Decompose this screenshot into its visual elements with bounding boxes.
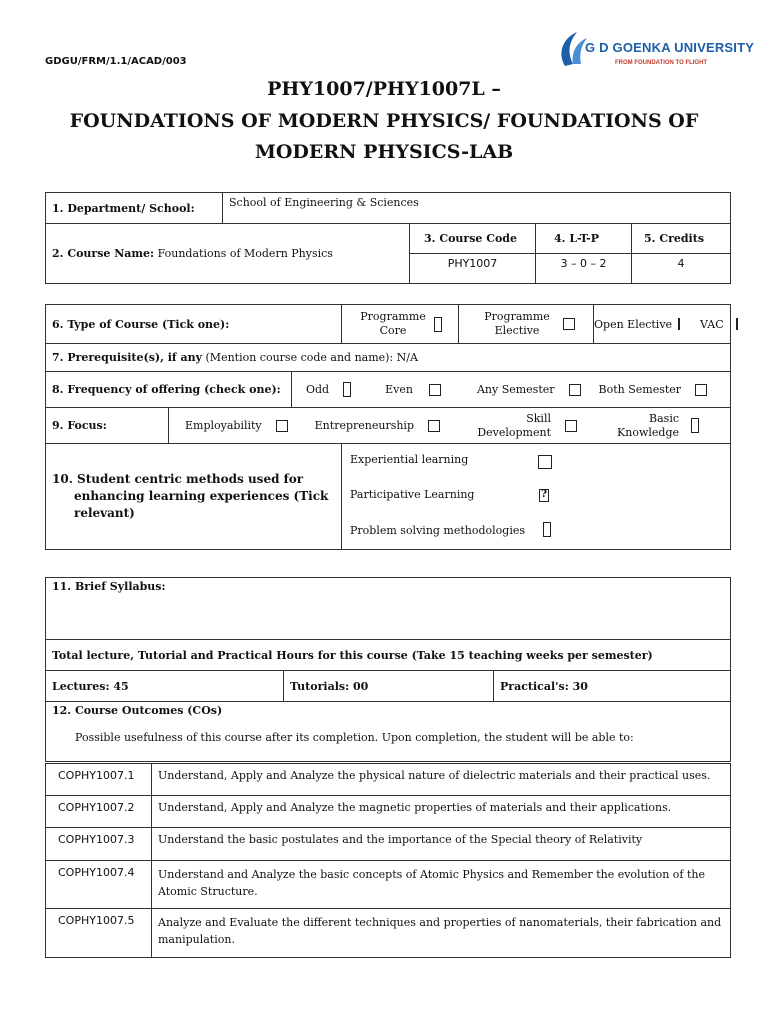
- table-row: [46, 861, 731, 909]
- checkbox-icon[interactable]: [678, 318, 680, 330]
- university-logo: [555, 28, 755, 72]
- checkbox-icon[interactable]: [563, 318, 575, 330]
- document-code: GDGU/FRM/1.1/ACAD/003: [45, 56, 187, 67]
- table-row: [46, 796, 731, 828]
- page-title: [30, 74, 738, 169]
- ltp-value: 3 – 0 – 2: [536, 254, 632, 284]
- co-code: COPHY1007.4: [46, 861, 152, 909]
- table-row: [46, 909, 731, 958]
- methods-label-cell: [46, 444, 342, 550]
- course-info-table: [45, 192, 731, 284]
- co-code: COPHY1007.3: [46, 828, 152, 861]
- co-text: Understand and Analyze the basic concepts of Atomic Physics and Remember the evolution of the Atomic Structure.: [152, 861, 731, 909]
- checked-checkbox-icon[interactable]: ?: [539, 489, 549, 502]
- tutorials-hours: Tutorials: 00: [284, 671, 494, 702]
- option-label: Open Elective: [594, 317, 673, 331]
- co-text: Understand the basic postulates and the importance of the Special theory of Relativity: [152, 828, 731, 861]
- checkbox-icon[interactable]: [691, 418, 699, 433]
- option-label: Odd: [306, 383, 330, 396]
- course-outcomes-table: [45, 763, 731, 958]
- option-label: Any Semester: [476, 383, 555, 396]
- checkbox-icon[interactable]: [434, 317, 442, 332]
- syllabus-table: [45, 577, 731, 762]
- option-programme-elective[interactable]: [459, 305, 594, 344]
- course-name-cell: [46, 224, 410, 284]
- course-type-label: 6. Type of Course (Tick one):: [46, 305, 342, 344]
- option-label: Programme Elective: [484, 310, 550, 337]
- course-code-value: PHY1007: [410, 254, 536, 284]
- course-code-label: 3. Course Code: [410, 224, 536, 254]
- option-label: Basic Knowledge: [617, 411, 679, 439]
- table-row: [46, 764, 731, 796]
- checkbox-icon[interactable]: [429, 384, 441, 396]
- credits-value: 4: [632, 254, 731, 284]
- credits-label: 5. Credits: [632, 224, 731, 254]
- table-row: [46, 828, 731, 861]
- logo-swirl-icon: [555, 28, 589, 68]
- checkbox-icon[interactable]: [276, 420, 288, 432]
- co-text: Understand, Apply and Analyze the magnetic properties of materials and their applications.: [152, 796, 731, 828]
- logo-tagline: FROM FOUNDATION TO FLIGHT: [615, 60, 708, 66]
- checkbox-icon[interactable]: [565, 420, 577, 432]
- syllabus-label: 11. Brief Syllabus:: [46, 578, 731, 640]
- checkbox-icon[interactable]: [736, 318, 738, 330]
- checkbox-icon[interactable]: [428, 420, 440, 432]
- title-line-1: PHY1007/PHY1007L –: [267, 78, 501, 100]
- hours-label: Total lecture, Tutorial and Practical Hours for this course (Take 15 teaching weeks per semester): [46, 640, 731, 671]
- course-name-label: 2. Course Name:: [52, 247, 155, 260]
- method-label: Problem solving methodologies: [350, 524, 526, 537]
- checkbox-icon[interactable]: [343, 382, 351, 397]
- option-open-elective-vac[interactable]: [594, 305, 731, 344]
- logo-text: G D GOENKA UNIVERSITY: [585, 40, 755, 55]
- department-value: School of Engineering & Sciences: [223, 193, 731, 224]
- title-line-2: FOUNDATIONS OF MODERN PHYSICS/ FOUNDATIONS OF: [69, 109, 699, 132]
- option-label: Programme Core: [360, 310, 426, 337]
- co-text: Analyze and Evaluate the different techniques and properties of nanomaterials, their fabrication and manipulation.: [152, 909, 731, 958]
- option-label: Entrepreneurship: [314, 419, 414, 432]
- department-label: 1. Department/ School:: [46, 193, 223, 224]
- methods-label: 10. Student centric methods used for enhancing learning experiences (Tick relevant): [52, 472, 329, 520]
- frequency-options: [292, 372, 731, 408]
- co-heading: 12. Course Outcomes (COs): [52, 704, 223, 717]
- option-label: Even: [385, 383, 413, 396]
- course-name-value: Foundations of Modern Physics: [157, 247, 333, 260]
- prerequisite-cell: [46, 344, 731, 372]
- co-code: COPHY1007.2: [46, 796, 152, 828]
- co-code: COPHY1007.5: [46, 909, 152, 958]
- ltp-label: 4. L-T-P: [536, 224, 632, 254]
- checkbox-icon[interactable]: [543, 522, 551, 537]
- co-text: Understand, Apply and Analyze the physical nature of dielectric materials and their practical uses.: [152, 764, 731, 796]
- title-line-3: MODERN PHYSICS-LAB: [254, 141, 514, 163]
- checkbox-icon[interactable]: [569, 384, 581, 396]
- co-code: COPHY1007.1: [46, 764, 152, 796]
- option-label: VAC: [700, 317, 724, 331]
- checkbox-icon[interactable]: [695, 384, 707, 396]
- focus-label: 9. Focus:: [46, 408, 169, 444]
- option-label: Employability: [185, 419, 262, 432]
- focus-options: [169, 408, 731, 444]
- prerequisite-label: 7. Prerequisite(s), if any: [52, 351, 203, 364]
- course-outcomes-header: [46, 702, 731, 762]
- option-label: Skill Development: [477, 411, 551, 439]
- practicals-hours: Practical's: 30: [494, 671, 731, 702]
- method-label: Experiential learning: [350, 453, 469, 466]
- frequency-label: 8. Frequency of offering (check one):: [46, 372, 292, 408]
- co-intro: Possible usefulness of this course after its completion. Upon completion, the student will be able to:: [75, 731, 634, 744]
- course-type-table: [45, 304, 731, 550]
- prerequisite-value: (Mention course code and name): N/A: [205, 351, 418, 364]
- option-programme-core[interactable]: [342, 305, 459, 344]
- lectures-hours: Lectures: 45: [46, 671, 284, 702]
- option-label: Both Semester: [598, 383, 682, 396]
- method-label: Participative Learning: [350, 488, 475, 501]
- checkbox-icon[interactable]: [538, 455, 552, 469]
- methods-options: [342, 444, 731, 550]
